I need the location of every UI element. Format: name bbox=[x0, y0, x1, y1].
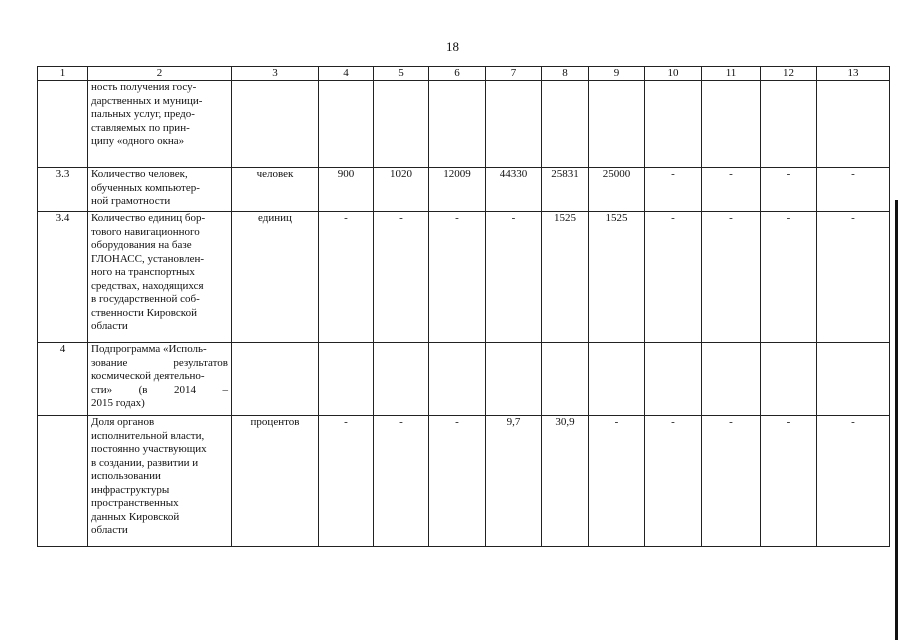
value-cell bbox=[702, 343, 761, 416]
page-number: 18 bbox=[446, 39, 459, 54]
column-header: 11 bbox=[702, 67, 761, 81]
description-line: ность получения госу- bbox=[91, 81, 197, 93]
row-number: 3.4 bbox=[38, 212, 88, 343]
value-cell: - bbox=[429, 416, 486, 547]
value-cell bbox=[817, 343, 890, 416]
description-line: ставляемых по прин- bbox=[91, 121, 190, 134]
row-number bbox=[38, 416, 88, 547]
row-description bbox=[88, 168, 232, 212]
column-header: 4 bbox=[319, 67, 374, 81]
column-header: 1 bbox=[38, 67, 88, 81]
description-line: дарственных и муници- bbox=[91, 94, 203, 107]
value-cell bbox=[761, 81, 817, 168]
row-description bbox=[88, 81, 232, 168]
value-cell bbox=[589, 81, 645, 168]
column-header: 10 bbox=[645, 67, 702, 81]
description-line: ственности Кировской bbox=[91, 306, 197, 319]
description-line: инфраструктуры bbox=[91, 483, 170, 496]
description-line: 2015 годах) bbox=[91, 397, 145, 409]
value-cell: - bbox=[374, 212, 429, 343]
value-cell bbox=[645, 343, 702, 416]
value-cell bbox=[542, 343, 589, 416]
value-cell: - bbox=[702, 212, 761, 343]
column-header: 13 bbox=[817, 67, 890, 81]
value-cell bbox=[817, 81, 890, 168]
row-number bbox=[38, 81, 88, 168]
row-unit: процентов bbox=[232, 416, 319, 547]
description-line: области bbox=[91, 320, 128, 332]
description-line: данных Кировской bbox=[91, 510, 180, 523]
table-row bbox=[38, 416, 890, 547]
value-cell bbox=[542, 81, 589, 168]
description-line: пальных услуг, предо- bbox=[91, 108, 195, 120]
description-line: пространственных bbox=[91, 497, 179, 509]
value-cell: - bbox=[319, 416, 374, 547]
scan-edge-line bbox=[895, 200, 898, 640]
description-line: тового навигационного bbox=[91, 225, 200, 238]
table-row bbox=[38, 212, 890, 343]
description-line: оборудования на базе bbox=[91, 239, 192, 251]
row-number: 4 bbox=[38, 343, 88, 416]
row-unit: единиц bbox=[232, 212, 319, 343]
value-cell: - bbox=[429, 212, 486, 343]
row-description bbox=[88, 212, 232, 343]
value-cell bbox=[486, 343, 542, 416]
row-unit: человек bbox=[232, 168, 319, 212]
value-cell: - bbox=[817, 212, 890, 343]
description-line: средствах, находящихся bbox=[91, 279, 204, 292]
description-line: Количество единиц бор- bbox=[91, 212, 206, 224]
description-line: исполнительной власти, bbox=[91, 429, 205, 442]
column-header: 12 bbox=[761, 67, 817, 81]
column-header: 8 bbox=[542, 67, 589, 81]
value-cell: - bbox=[817, 168, 890, 212]
description-line: в государственной соб- bbox=[91, 293, 200, 305]
value-cell: - bbox=[589, 416, 645, 547]
value-cell: - bbox=[645, 416, 702, 547]
description-line: космической деятельно- bbox=[91, 370, 205, 382]
value-cell: 25000 bbox=[589, 168, 645, 212]
header-row bbox=[38, 67, 890, 81]
row-unit bbox=[232, 343, 319, 416]
value-cell bbox=[429, 81, 486, 168]
value-cell: 1020 bbox=[374, 168, 429, 212]
description-line: области bbox=[91, 524, 128, 536]
description-line: Доля органов bbox=[91, 416, 155, 428]
value-cell bbox=[589, 343, 645, 416]
column-header: 2 bbox=[88, 67, 232, 81]
value-cell: 12009 bbox=[429, 168, 486, 212]
description-line: использовании bbox=[91, 470, 161, 482]
description-line: Количество человек, bbox=[91, 168, 188, 180]
value-cell: - bbox=[645, 168, 702, 212]
value-cell: 9,7 bbox=[486, 416, 542, 547]
row-description bbox=[88, 343, 232, 416]
value-cell: - bbox=[761, 416, 817, 547]
description-line: ципу «одного окна» bbox=[91, 135, 185, 147]
value-cell bbox=[645, 81, 702, 168]
value-cell: - bbox=[761, 212, 817, 343]
value-cell: - bbox=[761, 168, 817, 212]
value-cell bbox=[486, 81, 542, 168]
row-description bbox=[88, 416, 232, 547]
column-header: 9 bbox=[589, 67, 645, 81]
value-cell: - bbox=[319, 212, 374, 343]
value-cell: - bbox=[374, 416, 429, 547]
column-header: 3 bbox=[232, 67, 319, 81]
value-cell bbox=[702, 81, 761, 168]
description-line: ной грамотности bbox=[91, 195, 171, 207]
column-header: 5 bbox=[374, 67, 429, 81]
value-cell: 1525 bbox=[589, 212, 645, 343]
value-cell bbox=[761, 343, 817, 416]
description-line: ного на транспортных bbox=[91, 266, 195, 278]
value-cell bbox=[319, 81, 374, 168]
value-cell bbox=[429, 343, 486, 416]
table-row bbox=[38, 81, 890, 168]
description-line: ГЛОНАСС, установлен- bbox=[91, 252, 205, 265]
row-unit bbox=[232, 81, 319, 168]
value-cell: 900 bbox=[319, 168, 374, 212]
description-line: постоянно участвующих bbox=[91, 443, 207, 455]
column-header: 6 bbox=[429, 67, 486, 81]
description-line: Подпрограмма «Исполь- bbox=[91, 343, 207, 355]
value-cell: - bbox=[486, 212, 542, 343]
description-line: обученных компьютер- bbox=[91, 181, 200, 194]
description-line: сти» (в 2014 – bbox=[91, 383, 228, 396]
value-cell bbox=[374, 81, 429, 168]
row-number: 3.3 bbox=[38, 168, 88, 212]
value-cell: - bbox=[645, 212, 702, 343]
value-cell bbox=[319, 343, 374, 416]
value-cell bbox=[374, 343, 429, 416]
value-cell: 25831 bbox=[542, 168, 589, 212]
value-cell: 44330 bbox=[486, 168, 542, 212]
indicators-table bbox=[37, 66, 890, 547]
value-cell: - bbox=[702, 168, 761, 212]
value-cell: 30,9 bbox=[542, 416, 589, 547]
value-cell: 1525 bbox=[542, 212, 589, 343]
description-line: в создании, развитии и bbox=[91, 456, 199, 469]
table-row bbox=[38, 343, 890, 416]
value-cell: - bbox=[702, 416, 761, 547]
value-cell: - bbox=[817, 416, 890, 547]
table-row bbox=[38, 168, 890, 212]
description-line: зование результатов bbox=[91, 356, 228, 369]
column-header: 7 bbox=[486, 67, 542, 81]
